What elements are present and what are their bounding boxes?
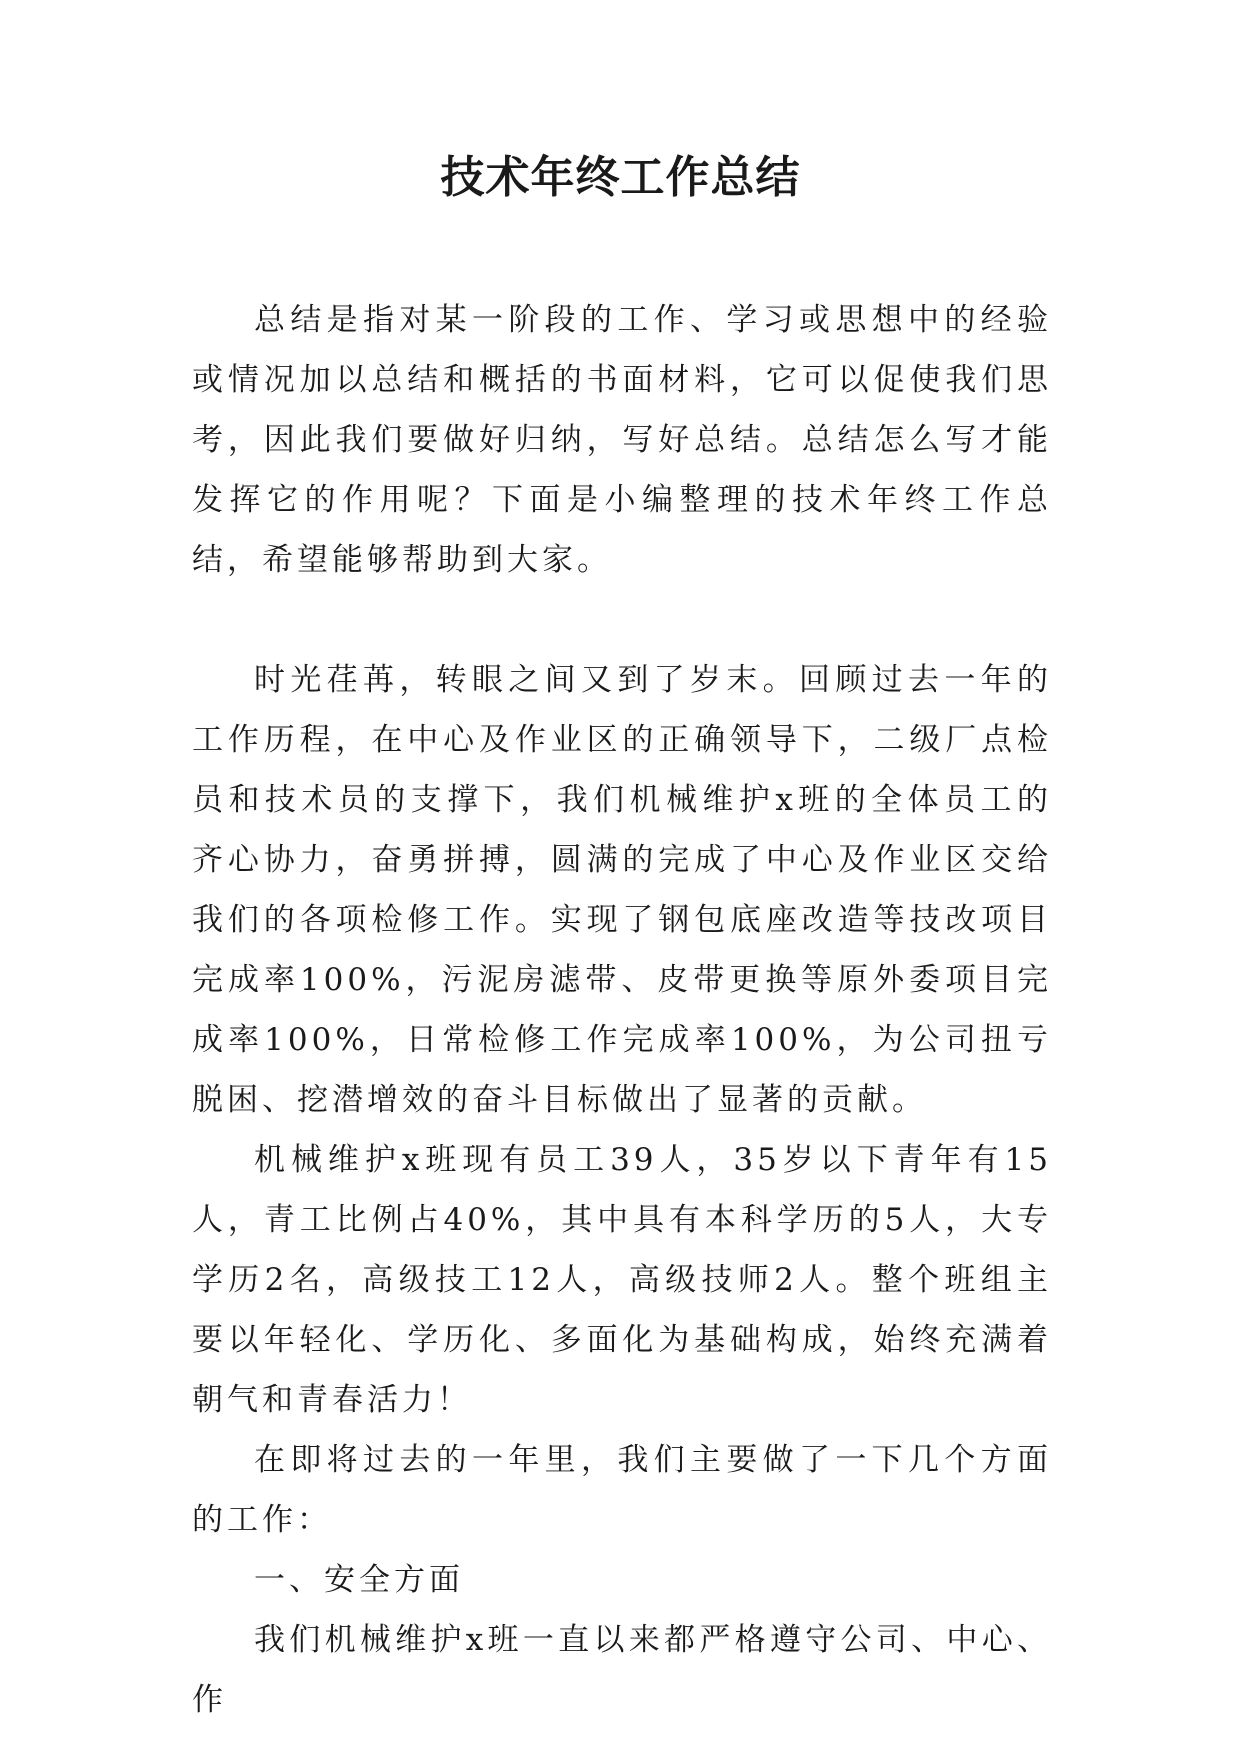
intro-paragraph: 总结是指对某一阶段的工作、学习或思想中的经验或情况加以总结和概括的书面材料，它可以促使我们思考，因此我们要做好归纳，写好总结。总结怎么写才能发挥它的作用呢？下面是小编整理的技术年终工作总结，希望能够帮助到大家。 bbox=[192, 302, 1052, 578]
document-body bbox=[192, 290, 1052, 1730]
section-paragraph-safety: 我们机械维护x班一直以来都严格遵守公司、中心、作 bbox=[192, 1622, 1052, 1718]
body-paragraph-3: 在即将过去的一年里，我们主要做了一下几个方面的工作： bbox=[192, 1442, 1052, 1538]
section-heading-safety: 一、安全方面 bbox=[254, 1562, 464, 1598]
document-title: 技术年终工作总结 bbox=[440, 152, 801, 203]
body-paragraph-1: 时光荏苒，转眼之间又到了岁末。回顾过去一年的工作历程，在中心及作业区的正确领导下，二级厂点检员和技术员的支撑下，我们机械维护x班的全体员工的齐心协力，奋勇拼搏，圆满的完成了中心及作业区交给我们的各项检修工作。实现了钢包底座改造等技改项目完成率100%，污泥房滤带、皮带更换等原外委项目完成率100%，日常检修工作完成率100%，为公司扭亏脱困、挖潜增效的奋斗目标做出了显著的贡献。 bbox=[192, 662, 1052, 1118]
paragraph-spacer bbox=[192, 590, 1052, 650]
body-paragraph-2: 机械维护x班现有员工39人，35岁以下青年有15人，青工比例占40%，其中具有本科学历的5人，大专学历2名，高级技工12人，高级技师2人。整个班组主要以年轻化、学历化、多面化为基础构成，始终充满着朝气和青春活力！ bbox=[192, 1142, 1052, 1418]
